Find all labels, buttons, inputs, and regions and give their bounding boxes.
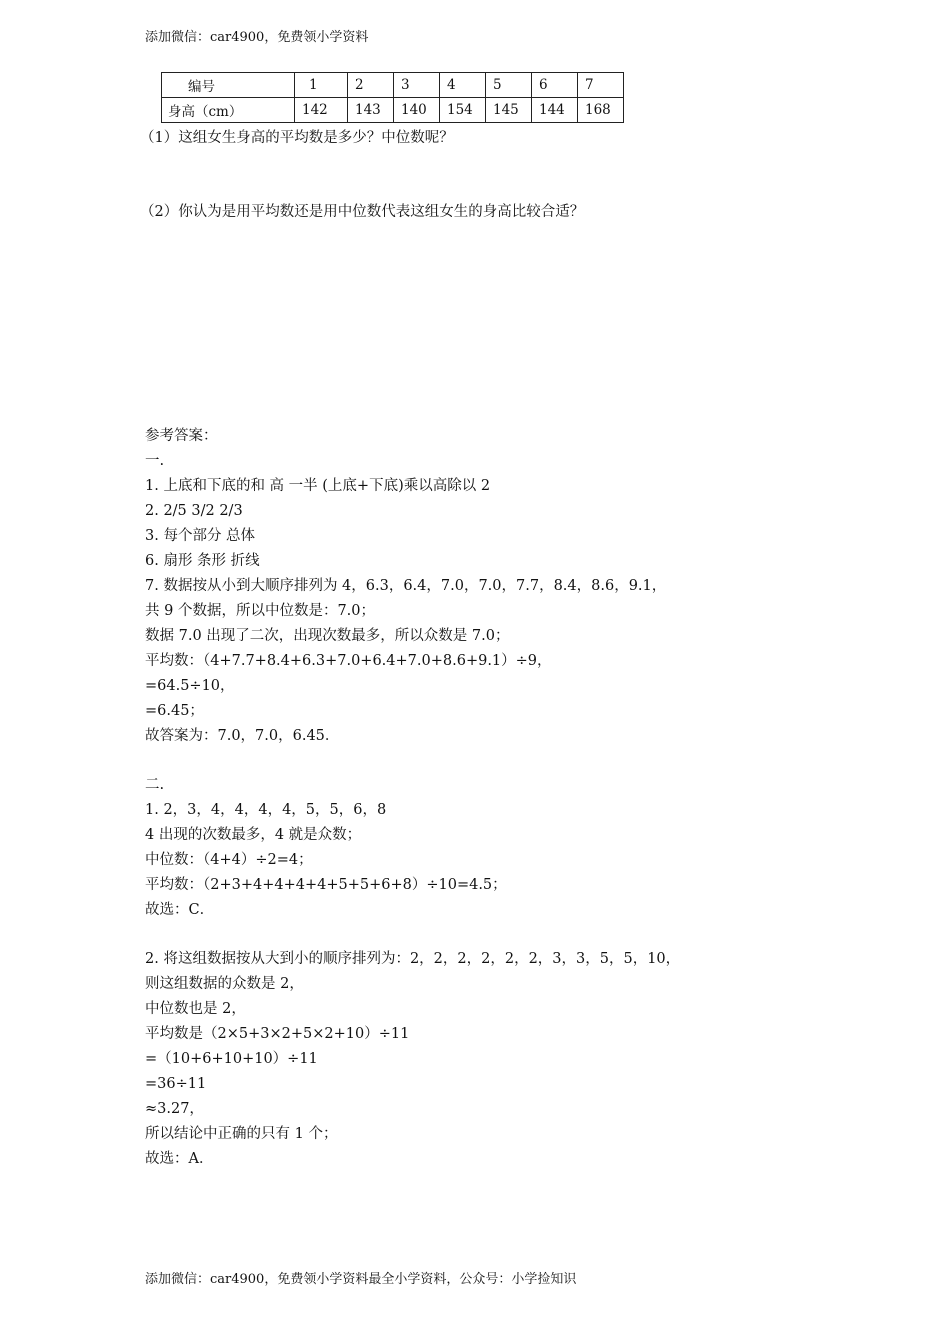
cell-id: 7 (578, 73, 624, 98)
answer-line: 故答案为：7.0，7.0，6.45． (145, 728, 340, 744)
answer-line: 2. 2/5 3/2 2/3 (145, 503, 243, 519)
height-table (161, 72, 624, 123)
answer-line: 4 出现的次数最多，4 就是众数； (145, 827, 362, 843)
answer-line: 7. 数据按从小到大顺序排列为 4，6.3，6.4，7.0，7.0，7.7，8.4，8.6，9.1， (145, 578, 667, 594)
cell-id: 1 (295, 73, 348, 98)
answer-line: 则这组数据的众数是 2， (145, 976, 304, 992)
row-label-id: 编号 (162, 73, 295, 98)
question-2: （2）你认为是用平均数还是用中位数代表这组女生的身高比较合适？ (140, 204, 585, 220)
cell-id: 5 (486, 73, 532, 98)
cell-height: 142 (295, 98, 348, 123)
answer-line: 1. 2，3，4，4，4，4，5，5，6，8 (145, 802, 387, 818)
answer-line: 平均数：（2+3+4+4+4+4+5+5+6+8）÷10=4.5； (145, 877, 507, 893)
answer-line: =36÷11 (145, 1076, 207, 1092)
page-header: 添加微信：car4900，免费领小学资料 (145, 30, 369, 45)
answer-line: 共 9 个数据，所以中位数是：7.0； (145, 603, 376, 619)
answer-line: 平均数是（2×5+3×2+5×2+10）÷11 (145, 1026, 410, 1042)
answer-line: 所以结论中正确的只有 1 个； (145, 1126, 338, 1142)
cell-id: 6 (532, 73, 578, 98)
answer-line: 数据 7.0 出现了二次，出现次数最多，所以众数是 7.0； (145, 628, 510, 644)
answer-line: ≈3.27， (145, 1101, 204, 1117)
answer-line: =6.45； (145, 703, 204, 719)
cell-height: 145 (486, 98, 532, 123)
answer-line: 平均数：（4+7.7+8.4+6.3+7.0+6.4+7.0+8.6+9.1）÷9， (145, 653, 552, 669)
answer-line: =（10+6+10+10）÷11 (145, 1051, 318, 1067)
answer-line: =64.5÷10， (145, 678, 235, 694)
cell-height: 168 (578, 98, 624, 123)
cell-height: 140 (394, 98, 440, 123)
cell-height: 144 (532, 98, 578, 123)
question-1: （1）这组女生身高的平均数是多少？中位数呢？ (140, 130, 454, 146)
answer-line: 6. 扇形 条形 折线 (145, 553, 260, 569)
answers-title: 参考答案： (145, 428, 218, 444)
table-row-ids (162, 73, 624, 98)
answer-line: 中位数：（4+4）÷2=4； (145, 852, 313, 868)
cell-height: 154 (440, 98, 486, 123)
answer-line: 故选：C． (145, 902, 215, 918)
cell-height: 143 (348, 98, 394, 123)
page-footer: 添加微信：car4900，免费领小学资料最全小学资料，公众号：小学捡知识 (145, 1272, 577, 1287)
answer-line: 2. 将这组数据按从大到小的顺序排列为：2，2，2，2，2，2，3，3，5，5，10， (145, 951, 681, 967)
table-row-heights (162, 98, 624, 123)
answer-line: 中位数也是 2， (145, 1001, 246, 1017)
answer-line: 1. 上底和下底的和 高 一半 (上底+下底)乘以高除以 2 (145, 478, 491, 494)
cell-id: 4 (440, 73, 486, 98)
section-1-heading: 一. (145, 453, 165, 469)
answer-line: 3. 每个部分 总体 (145, 528, 256, 544)
section-2-heading: 二. (145, 777, 165, 793)
cell-id: 2 (348, 73, 394, 98)
cell-id: 3 (394, 73, 440, 98)
answer-line: 故选：A． (145, 1151, 214, 1167)
row-label-height: 身高（cm） (162, 98, 295, 123)
